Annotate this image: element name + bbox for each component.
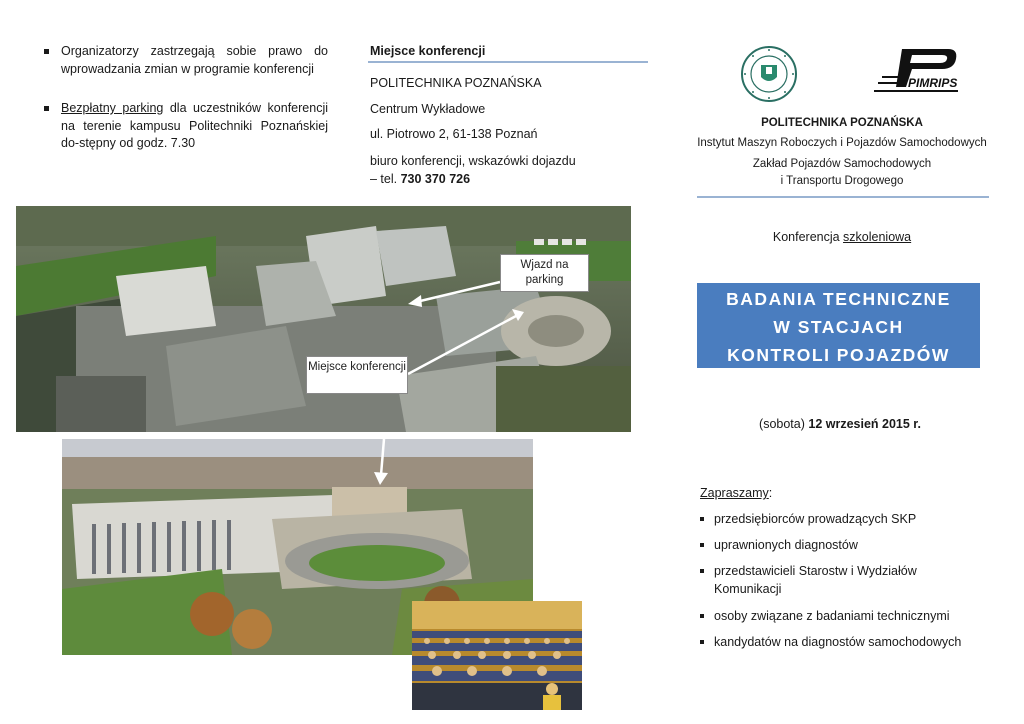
org-dept-2: i Transportu Drogowego bbox=[780, 175, 904, 187]
venue-line-3: ul. Piotrowo 2, 61-138 Poznań bbox=[370, 127, 538, 141]
title-line-1: BADANIA TECHNICZNE bbox=[726, 289, 951, 309]
parking-text: Bezpłatny parking dla uczestników konferencji na terenie kampusu Politechniki Poznańskiej do-stępny od godz. 7.30 bbox=[61, 101, 328, 150]
parking-link[interactable]: Bezpłatny parking bbox=[61, 101, 164, 115]
org-name: POLITECHNIKA POZNAŃSKA bbox=[761, 117, 923, 129]
auditorium-photo bbox=[412, 601, 582, 710]
pimrips-logo bbox=[872, 47, 960, 95]
conference-type-link[interactable]: szkoleniowa bbox=[843, 230, 912, 244]
org-dept-1: Zakład Pojazdów Samochodowych bbox=[752, 158, 932, 170]
bullet-square bbox=[700, 517, 704, 521]
notice-bullet bbox=[44, 43, 328, 78]
invite-heading-link[interactable]: Zapraszamy bbox=[700, 486, 769, 500]
parking-bullet bbox=[44, 100, 328, 153]
university-seal-logo bbox=[740, 45, 798, 103]
org-rule bbox=[697, 196, 989, 198]
invite-item: uprawnionych diagnostów bbox=[700, 537, 974, 555]
conference-title-banner bbox=[697, 283, 980, 368]
invite-item: osoby związane z badaniami technicznymi bbox=[700, 608, 974, 626]
conference-type: Konferencja szkoleniowa bbox=[772, 230, 912, 244]
venue-line-1: POLITECHNIKA POZNAŃSKA bbox=[370, 76, 542, 90]
invite-heading: Zapraszamy: bbox=[700, 486, 773, 500]
bullet-square bbox=[700, 614, 704, 618]
bullet-square bbox=[700, 640, 704, 644]
bullet-square bbox=[44, 106, 49, 111]
invite-item: przedstawicieli Starostw i Wydziałów Komunikacji bbox=[700, 563, 934, 598]
invite-item: kandydatów na diagnostów samochodowych bbox=[700, 634, 974, 652]
venue-phone-line: – tel. 730 370 726 bbox=[370, 172, 471, 186]
bullet-square bbox=[700, 569, 704, 573]
venue-line-4: biuro konferencji, wskazówki dojazdu bbox=[370, 154, 576, 168]
invite-item: przedsiębiorców prowadzących SKP bbox=[700, 511, 974, 529]
conference-date: (sobota) 12 wrzesień 2015 r. bbox=[759, 417, 921, 431]
svg-text:PIMRIPS: PIMRIPS bbox=[908, 76, 958, 90]
bullet-square bbox=[700, 543, 704, 547]
venue-line-2: Centrum Wykładowe bbox=[370, 102, 486, 116]
title-line-3: KONTROLI POJAZDÓW bbox=[727, 345, 950, 365]
parking-callout: Wjazd na parking bbox=[500, 254, 589, 292]
org-institute: Instytut Maszyn Roboczych i Pojazdów Samochodowych bbox=[697, 137, 987, 149]
campus-aerial-photo bbox=[16, 206, 631, 432]
venue-rule bbox=[368, 61, 648, 63]
venue-callout: Miejsce konferencji bbox=[306, 356, 408, 394]
bullet-square bbox=[44, 49, 49, 54]
venue-heading: Miejsce konferencji bbox=[370, 44, 486, 58]
notice-text: Organizatorzy zastrzegają sobie prawo do wprowadzania zmian w programie konferencji bbox=[61, 44, 328, 76]
title-line-2: W STACJACH bbox=[773, 317, 904, 337]
venue-phone: 730 370 726 bbox=[400, 172, 471, 186]
